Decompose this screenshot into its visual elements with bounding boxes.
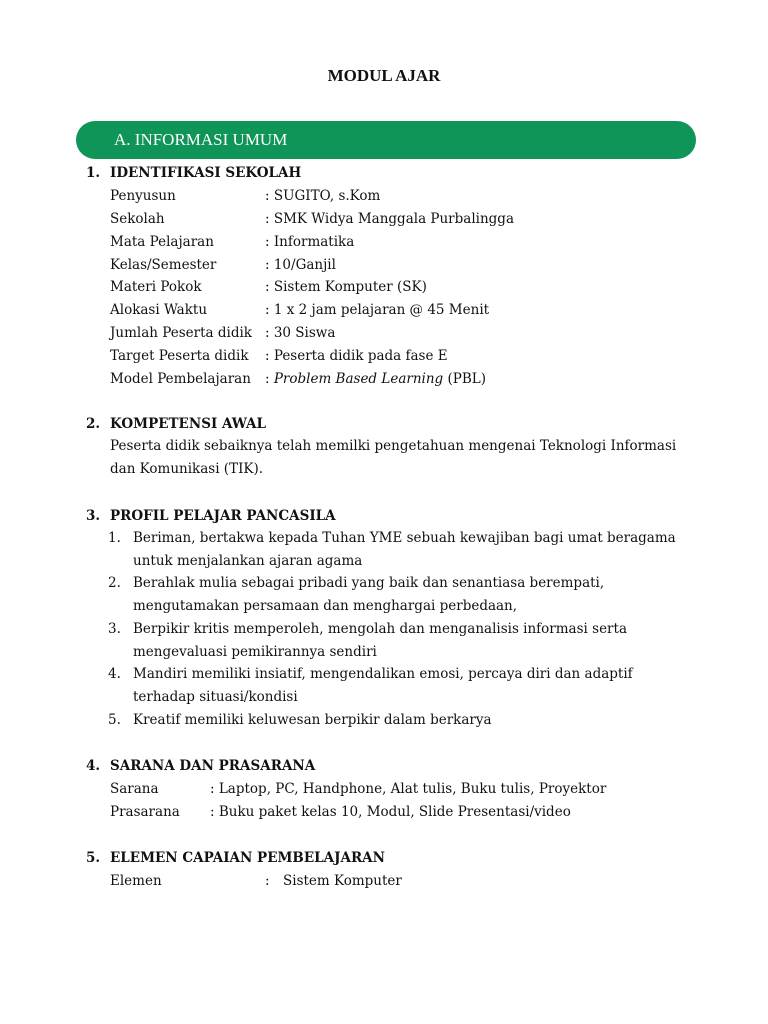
info-value: : Laptop, PC, Handphone, Alat tulis, Buku tulis, Proyektor	[210, 781, 607, 797]
section-number: 2.	[86, 416, 101, 432]
info-value: : SUGITO, s.Kom	[265, 188, 381, 204]
section-title: IDENTIFIKASI SEKOLAH	[110, 165, 302, 181]
info-value: Sistem Komputer	[283, 873, 402, 889]
list-number: 1.	[108, 530, 121, 546]
info-value	[265, 371, 486, 387]
section-number: 5.	[86, 850, 101, 866]
info-value: : 30 Siswa	[265, 325, 336, 341]
info-value: : 10/Ganjil	[265, 257, 336, 273]
info-label: Kelas/Semester	[110, 257, 217, 273]
section-banner	[76, 121, 696, 159]
info-label: Mata Pelajaran	[110, 234, 214, 250]
info-value: : 1 x 2 jam pelajaran @ 45 Menit	[265, 302, 490, 318]
section-number: 4.	[86, 758, 101, 774]
list-text: Berpikir kritis memperoleh, mengolah dan menganalisis informasi serta mengevaluasi pemikirannya sendiri	[133, 621, 627, 660]
info-value: : Sistem Komputer (SK)	[265, 279, 427, 295]
list-number: 2.	[108, 575, 121, 591]
section-number: 3.	[86, 508, 101, 524]
banner-title: A. INFORMASI UMUM	[114, 130, 288, 149]
info-value: : Informatika	[265, 234, 355, 250]
section-paragraph: Peserta didik sebaiknya telah memilki pengetahuan mengenai Teknologi Informasi dan Komunikasi (TIK).	[110, 438, 677, 477]
info-value: : Buku paket kelas 10, Modul, Slide Presentasi/video	[210, 804, 571, 820]
section-title: SARANA DAN PRASARANA	[110, 758, 316, 774]
info-label: Model Pembelajaran	[110, 371, 251, 387]
info-label: Prasarana	[110, 804, 180, 820]
info-label: Elemen	[110, 873, 162, 889]
info-value: : Peserta didik pada fase E	[265, 348, 448, 364]
page-title: MODUL AJAR	[327, 66, 441, 85]
list-number: 5.	[108, 712, 121, 728]
info-label: Sarana	[110, 781, 159, 797]
info-label: Materi Pokok	[110, 279, 202, 295]
value-prefix: :	[265, 371, 274, 387]
info-label: Penyusun	[110, 188, 176, 204]
info-label: Alokasi Waktu	[110, 302, 208, 318]
list-text: Kreatif memiliki keluwesan berpikir dalam berkarya	[133, 712, 492, 728]
section-title: KOMPETENSI AWAL	[110, 416, 267, 432]
info-value: : SMK Widya Manggala Purbalingga	[265, 211, 514, 227]
section-title: PROFIL PELAJAR PANCASILA	[110, 508, 336, 524]
section-title: ELEMEN CAPAIAN PEMBELAJARAN	[110, 850, 385, 866]
list-number: 4.	[108, 666, 121, 682]
value-suffix: (PBL)	[443, 371, 486, 387]
info-label: Jumlah Peserta didik	[110, 325, 252, 341]
info-label: Sekolah	[110, 211, 165, 227]
list-text: Mandiri memiliki insiatif, mengendalikan emosi, percaya diri dan adaptif terhadap situasi/kondisi	[133, 666, 633, 705]
list-text: Beriman, bertakwa kepada Tuhan YME sebuah kewajiban bagi umat beragama untuk menjalankan ajaran agama	[133, 530, 676, 569]
info-label: Target Peserta didik	[110, 348, 249, 364]
section-number: 1.	[86, 165, 101, 181]
list-number: 3.	[108, 621, 121, 637]
list-text: Berahlak mulia sebagai pribadi yang baik dan senantiasa berempati, mengutamakan persamaan dan menghargai perbedaan,	[133, 575, 605, 614]
info-colon: :	[265, 873, 270, 889]
value-italic: Problem Based Learning	[273, 371, 444, 387]
